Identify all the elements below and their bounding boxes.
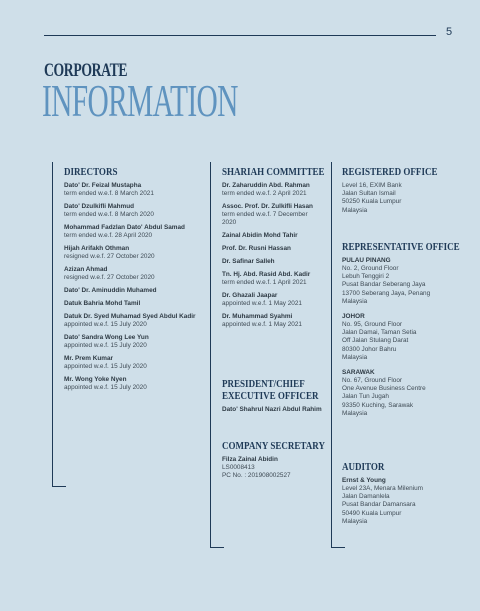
page-title-line2: INFORMATION — [42, 75, 238, 126]
auditor-line: Level 23A, Menara Milenium — [342, 485, 423, 492]
director-entry — [64, 245, 214, 261]
directors-rule — [52, 162, 53, 486]
director-entry — [64, 313, 214, 329]
director-note: appointed w.e.f. 15 July 2020 — [64, 384, 147, 391]
right-rule-end — [331, 547, 345, 548]
office-name: SARAWAK — [342, 369, 375, 377]
director-note: term ended w.e.f. 8 March 2020 — [64, 211, 154, 218]
director-note: term ended w.e.f. 28 April 2020 — [64, 232, 153, 239]
director-entry — [64, 300, 214, 308]
director-name: Datuk Dr. Syed Muhamad Syed Abdul Kadir — [64, 313, 196, 320]
director-note: appointed w.e.f. 15 July 2020 — [64, 321, 147, 328]
shariah-member-name: Dr. Muhammad Syahmi — [222, 313, 293, 320]
representative-heading: REPRESENTATIVE OFFICE — [342, 241, 460, 253]
shariah-heading: SHARIAH COMMITTEE — [222, 166, 325, 178]
representative-office — [342, 257, 462, 306]
shariah-entry — [222, 258, 332, 266]
auditor-line: Pusat Bandar Damansara — [342, 501, 416, 509]
office-address-line: Lebuh Tenggiri 2 — [342, 273, 390, 281]
director-note: appointed w.e.f. 15 July 2020 — [64, 342, 147, 349]
office-address-line: Malaysia — [342, 353, 368, 361]
director-name: Dato' Dzulkifli Mahmud — [64, 203, 135, 210]
directors-heading: DIRECTORS — [64, 166, 118, 178]
auditor-name: Ernst & Young — [342, 477, 386, 484]
office-address-line: No. 95, Ground Floor — [342, 321, 403, 329]
director-note: resigned w.e.f. 27 October 2020 — [64, 253, 155, 260]
office-address-line: No. 67, Ground Floor — [342, 377, 403, 385]
office-address-line: Jalan Damai, Taman Setia — [342, 329, 417, 337]
office-address-line: 13700 Seberang Jaya, Penang — [342, 289, 431, 297]
director-name: Datuk Bahria Mohd Tamil — [64, 300, 141, 307]
auditor-line: Jalan Damanlela — [342, 493, 390, 501]
shariah-member-note: term ended w.e.f. 7 December — [222, 211, 308, 218]
registered-line: Malaysia — [342, 206, 368, 214]
registered-heading: REGISTERED OFFICE — [342, 166, 438, 178]
office-address-line: Malaysia — [342, 409, 368, 417]
shariah-section — [222, 166, 332, 334]
shariah-member-note: appointed w.e.f. 1 May 2021 — [222, 300, 302, 307]
representative-list — [342, 257, 462, 418]
representative-office — [342, 369, 462, 418]
shariah-member-name: Tn. Hj. Abd. Rasid Abd. Kadir — [222, 271, 311, 278]
secretary-license: LS0008413 — [222, 464, 255, 471]
president-section — [222, 378, 337, 414]
director-note: resigned w.e.f. 27 October 2020 — [64, 274, 155, 281]
page-number: 5 — [446, 26, 453, 38]
president-heading-1: PRESIDENT/CHIEF — [222, 378, 305, 390]
director-entry — [64, 203, 214, 219]
office-address-line: Off Jalan Stulang Darat — [342, 337, 409, 345]
right-rule — [331, 162, 332, 547]
director-note: term ended w.e.f. 8 March 2021 — [64, 190, 154, 197]
shariah-member-name: Prof. Dr. Rusni Hassan — [222, 245, 291, 252]
director-entry — [64, 334, 214, 350]
secretary-name: Filza Zainal Abidin — [222, 456, 278, 463]
shariah-member-name: Dr. Ghazali Jaapar — [222, 292, 278, 299]
representative-office — [342, 313, 462, 362]
shariah-entry — [222, 203, 332, 227]
shariah-member-name: Zainal Abidin Mohd Tahir — [222, 232, 298, 239]
director-entry — [64, 182, 214, 198]
registered-section — [342, 166, 452, 215]
director-entry — [64, 376, 214, 392]
secretary-heading: COMPANY SECRETARY — [222, 440, 325, 452]
shariah-entry — [222, 271, 332, 287]
shariah-entry — [222, 232, 332, 240]
director-name: Hijah Arifakh Othman — [64, 245, 130, 252]
office-address-line: Malaysia — [342, 297, 368, 305]
office-address-line: One Avenue Business Centre — [342, 385, 426, 393]
page-title-line1: CORPORATE — [44, 60, 128, 81]
auditor-heading: AUDITOR — [342, 461, 385, 473]
shariah-member-name: Assoc. Prof. Dr. Zulkifli Hasan — [222, 203, 313, 210]
top-rule — [44, 35, 436, 36]
directors-section — [64, 166, 214, 397]
secretary-pc-no: PC No. : 201908002527 — [222, 472, 291, 479]
director-entry — [64, 287, 214, 295]
middle-rule-end — [210, 547, 224, 548]
director-name: Mohammad Fadzlan Dato' Abdul Samad — [64, 224, 185, 231]
shariah-list — [222, 182, 332, 329]
secretary-section — [222, 440, 337, 480]
director-name: Dato' Sandra Wong Lee Yun — [64, 334, 149, 341]
shariah-member-note: term ended w.e.f. 2 April 2021 — [222, 190, 307, 197]
middle-rule — [210, 162, 211, 547]
shariah-entry — [222, 313, 332, 329]
shariah-member-name: Dr. Zaharuddin Abd. Rahman — [222, 182, 310, 189]
president-name: Dato' Shahrul Nazri Abdul Rahim — [222, 406, 322, 413]
shariah-entry — [222, 182, 332, 198]
director-entry — [64, 355, 214, 371]
shariah-entry — [222, 245, 332, 253]
shariah-entry — [222, 292, 332, 308]
registered-line: Jalan Sultan Ismail — [342, 190, 396, 198]
director-name: Dato' Dr. Feizal Mustapha — [64, 182, 142, 189]
director-name: Mr. Prem Kumar — [64, 355, 114, 362]
auditor-section — [342, 461, 452, 526]
president-heading-2: EXECUTIVE OFFICER — [222, 390, 319, 402]
shariah-member-note: 2020 — [222, 219, 237, 226]
director-name: Dato' Dr. Aminuddin Muhamed — [64, 287, 157, 294]
registered-line: Level 16, EXIM Bank — [342, 182, 402, 189]
auditor-line: 50490 Kuala Lumpur — [342, 509, 402, 517]
shariah-member-note: term ended w.e.f. 1 April 2021 — [222, 279, 307, 286]
representative-section — [342, 241, 462, 425]
auditor-line: Malaysia — [342, 517, 368, 525]
director-entry — [64, 266, 214, 282]
office-address-line: 93350 Kuching, Sarawak — [342, 401, 414, 409]
office-name: PULAU PINANG — [342, 257, 391, 264]
directors-list — [64, 182, 214, 392]
director-note: appointed w.e.f. 15 July 2020 — [64, 363, 147, 370]
office-address-line: Jalan Tun Jugah — [342, 393, 389, 401]
office-address-line: Pusat Bandar Seberang Jaya — [342, 281, 426, 289]
director-name: Azizan Ahmad — [64, 266, 108, 273]
office-name: JOHOR — [342, 313, 365, 321]
office-address-line: No. 2, Ground Floor — [342, 265, 399, 272]
directors-rule-end — [52, 486, 66, 487]
office-address-line: 80300 Johor Bahru — [342, 345, 397, 353]
registered-line: 50250 Kuala Lumpur — [342, 198, 402, 206]
shariah-member-note: appointed w.e.f. 1 May 2021 — [222, 321, 302, 328]
shariah-member-name: Dr. Safinar Salleh — [222, 258, 275, 265]
director-entry — [64, 224, 214, 240]
director-name: Mr. Wong Yoke Nyen — [64, 376, 127, 383]
